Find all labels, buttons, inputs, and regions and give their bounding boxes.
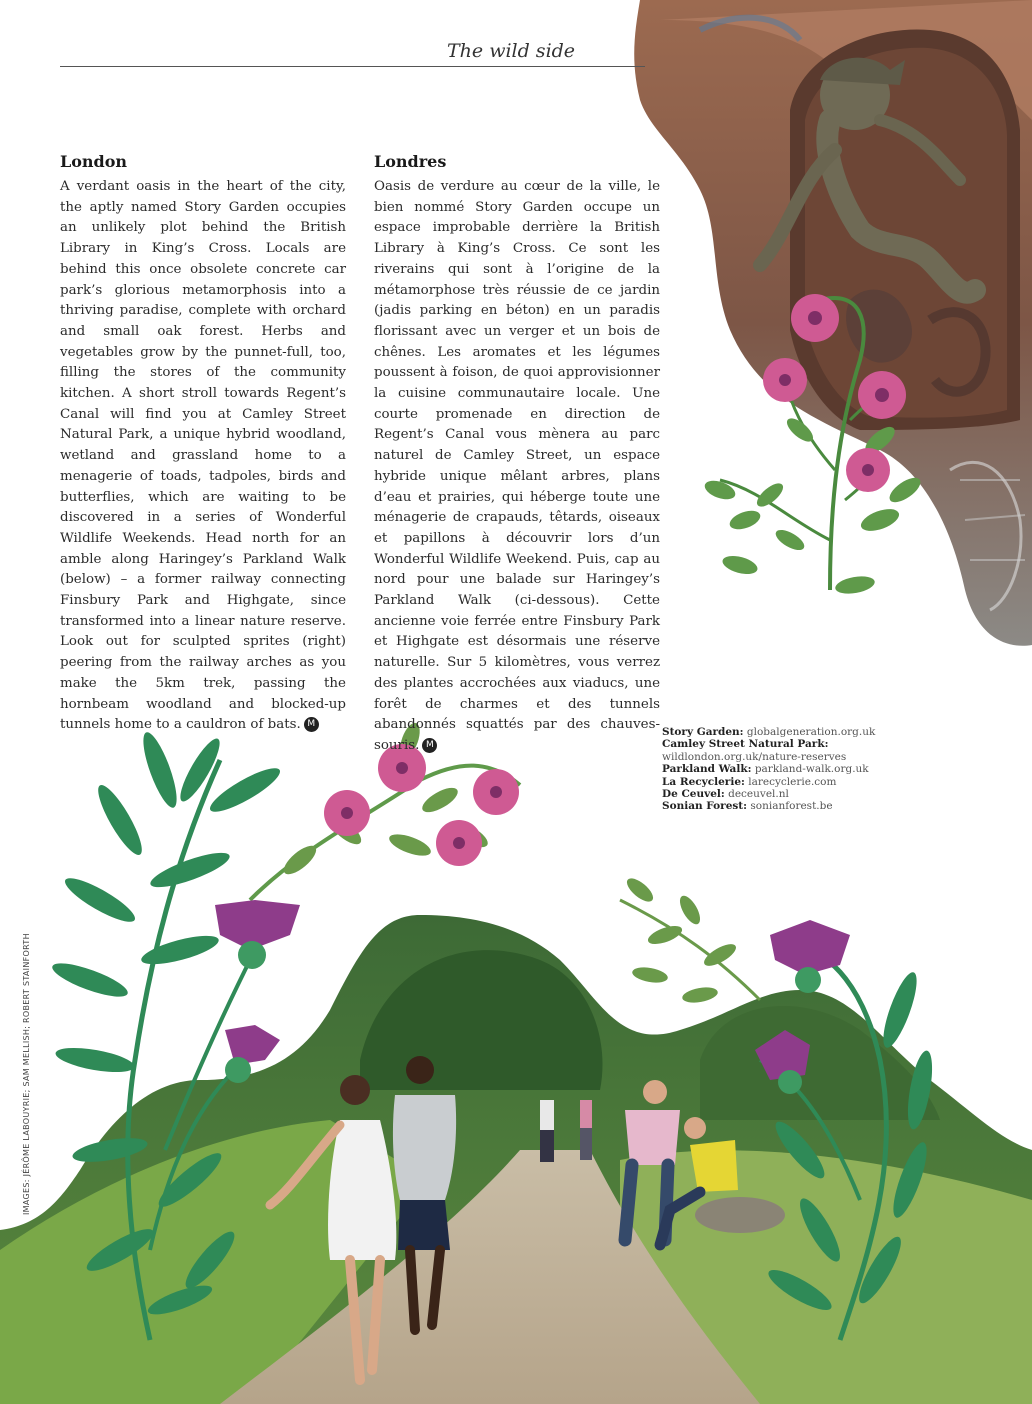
link-url[interactable]: deceuvel.nl — [728, 788, 789, 801]
link-story-garden: Story Garden: globalgeneration.org.uk — [662, 726, 876, 738]
image-credits: IMAGES: JÉRÔME LABOUYRIE; SAM MELLISH; ROBERT STAINFORTH — [22, 933, 31, 1215]
link-url[interactable]: wildlondon.org.uk/nature-reserves — [662, 750, 847, 763]
french-heading: Londres — [374, 152, 447, 171]
link-url[interactable]: sonianforest.be — [750, 800, 833, 813]
link-sonian-forest: Sonian Forest: sonianforest.be — [662, 800, 833, 813]
english-body-text: A verdant oasis in the heart of the city, the aptly named Story Garden occupies an unlikely plot behind the British Library in King’s Cross. Locals are behind this once obsolete concrete car park’s glorious metamorphosis into a thriving paradise, complete with orchard and small oak forest. Herbs and vegetables grow by the punnet-full, too, filling the stores of the community kitchen. A short stroll towards Regent’s Canal will find you at Camley Street Natural Park, a unique hybrid woodland, wetland and grassland home to a menagerie of toads, tadpoles, birds and butterflies, which are waiting to be discovered in a series of Wonderful Wildlife Weekends. Head north for an amble along Haringey’s Parkland Walk (below) – a former railway connecting Finsbury Park and Highgate, since transformed into a linear nature reserve. Look out for sculpted sprites (right) peering from the railway arches as you make the 5km trek, passing the hornbeam woodland and blocked-up tunnels home to a cauldron of bats. — [60, 179, 346, 733]
parkland-walk-photo — [0, 915, 1032, 1404]
links-list — [662, 726, 992, 813]
link-camley-street: Camley Street Natural Park: wildlondon.org.uk/nature-reserves — [662, 738, 847, 763]
english-column — [60, 152, 346, 736]
link-de-ceuvel: De Ceuvel: deceuvel.nl — [662, 788, 789, 801]
english-body — [60, 177, 346, 736]
french-column — [374, 152, 660, 757]
header-rule — [60, 66, 645, 67]
link-url[interactable]: larecyclerie.com — [748, 775, 837, 788]
link-la-recyclerie: La Recyclerie: larecyclerie.com — [662, 775, 837, 788]
link-url[interactable]: globalgeneration.org.uk — [746, 726, 876, 738]
english-heading: London — [60, 152, 128, 171]
thistle-flowers-left — [215, 900, 300, 1083]
end-mark-icon: M — [304, 717, 319, 732]
link-parkland-walk: Parkland Walk: parkland-walk.org.uk — [662, 763, 869, 776]
french-body-text: Oasis de verdure au cœur de la ville, le bien nommé Story Garden occupe un espace improbable derrière la British Library à King’s Cross. Ce sont les riverains qui sont à l’origine de la métamorphose très réussie de ce jardin (jadis parking en béton) en un paradis florissant avec un verger et un bois de chênes. Les aromates et les légumes poussent à foison, de quoi approvisionner la cuisine communautaire locale. Une courte promenade en direction de Regent’s Canal vous mènera au parc naturel de Camley Street, un espace hybride unique mêlant arbres, plans d’eau et prairies, qui héberge toute une ménagerie de crapauds, têtards, oiseaux et papillons à découvrir lors d’un Wonderful Wildlife Weekend. Puis, cap au nord pour une balade sur Haringey’s Parkland Walk (ci-dessous). Cette ancienne voie ferrée entre Finsbury Park et Highgate est désormais une réserve naturelle. Sur 5 kilomètres, vous verrez des plantes accrochées aux viaducs, une forêt de charmes et des tunnels abandonnés squattés par des chauves-souris. — [374, 179, 660, 753]
end-mark-icon: M — [422, 738, 437, 753]
link-url[interactable]: parkland-walk.org.uk — [754, 763, 869, 776]
french-body — [374, 177, 660, 757]
section-title: The wild side — [447, 40, 576, 62]
